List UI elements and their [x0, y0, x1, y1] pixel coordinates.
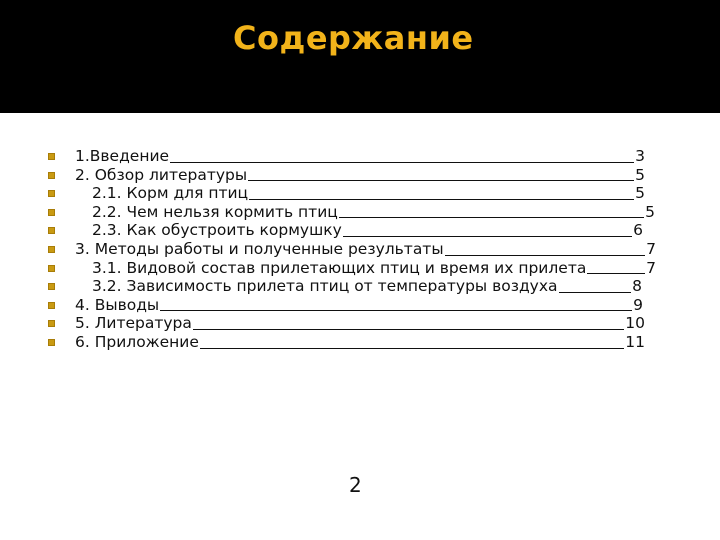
toc-item-page: 11 [625, 332, 645, 351]
toc-item [48, 184, 668, 203]
toc-item-page: 3 [635, 147, 645, 165]
toc-item-label: 5. Литература [75, 314, 192, 333]
square-bullet-icon [48, 283, 55, 290]
toc-item-page: 8 [632, 277, 642, 296]
toc-entry [92, 259, 656, 278]
dotted-leader [587, 273, 645, 274]
toc-item-label: 2.3. Как обустроить кормушку [92, 221, 342, 240]
toc-entry [75, 296, 643, 315]
toc-item-page: 9 [633, 295, 643, 314]
toc-entry [92, 221, 643, 240]
square-bullet-icon [48, 190, 55, 197]
toc-item-label: 3.2. Зависимость прилета птиц от температуры воздуха [92, 277, 558, 296]
toc-entry [75, 333, 645, 352]
square-bullet-icon [48, 246, 55, 253]
toc-entry [75, 166, 645, 185]
toc-item [48, 333, 668, 352]
toc-item-label: 2.2. Чем нельзя кормить птиц [92, 202, 338, 221]
slide-title: Содержание [233, 19, 474, 57]
toc-item [48, 314, 668, 333]
toc-item [48, 277, 668, 296]
toc-item-page: 10 [625, 314, 645, 333]
square-bullet-icon [48, 265, 55, 272]
toc-entry [75, 314, 645, 333]
toc-entry [75, 147, 645, 166]
toc-entry [92, 277, 642, 296]
toc-entry [75, 240, 656, 259]
toc-item [48, 240, 668, 259]
toc-item-label: 6. Приложение [75, 332, 199, 351]
square-bullet-icon [48, 209, 55, 216]
dotted-leader [170, 162, 634, 163]
toc-item-label: 4. Выводы [75, 295, 160, 314]
dotted-leader [248, 180, 634, 181]
table-of-contents [48, 147, 668, 352]
toc-item [48, 166, 668, 185]
toc-item-label: 3. Методы работы и полученные результаты [75, 239, 444, 258]
toc-item [48, 296, 668, 315]
toc-entry [92, 203, 655, 222]
toc-item [48, 147, 668, 166]
dotted-leader [339, 217, 644, 218]
toc-item-page: 7 [646, 258, 656, 277]
toc-item [48, 203, 668, 222]
toc-item-label: 2. Обзор литературы [75, 165, 248, 184]
slide-header [0, 0, 720, 113]
dotted-leader [559, 292, 632, 293]
square-bullet-icon [48, 227, 55, 234]
toc-item-label: 2.1. Корм для птиц [92, 184, 249, 203]
toc-item-page: 5 [635, 165, 645, 184]
dotted-leader [249, 199, 634, 200]
toc-item-page: 5 [635, 184, 645, 203]
square-bullet-icon [48, 339, 55, 346]
slide-page-number: 2 [349, 473, 362, 497]
square-bullet-icon [48, 302, 55, 309]
toc-item-page: 6 [633, 221, 643, 240]
toc-item-label: 1.Введение [75, 147, 170, 165]
toc-item-page: 7 [646, 239, 656, 258]
toc-item [48, 221, 668, 240]
dotted-leader [343, 236, 632, 237]
toc-entry [92, 184, 645, 203]
dotted-leader [160, 310, 632, 311]
square-bullet-icon [48, 172, 55, 179]
square-bullet-icon [48, 153, 55, 160]
dotted-leader [200, 348, 624, 349]
toc-item [48, 259, 668, 278]
toc-item-page: 5 [645, 202, 655, 221]
dotted-leader [193, 329, 624, 330]
dotted-leader [445, 255, 646, 256]
toc-item-label: 3.1. Видовой состав прилетающих птиц и время их прилета [92, 258, 587, 277]
square-bullet-icon [48, 320, 55, 327]
